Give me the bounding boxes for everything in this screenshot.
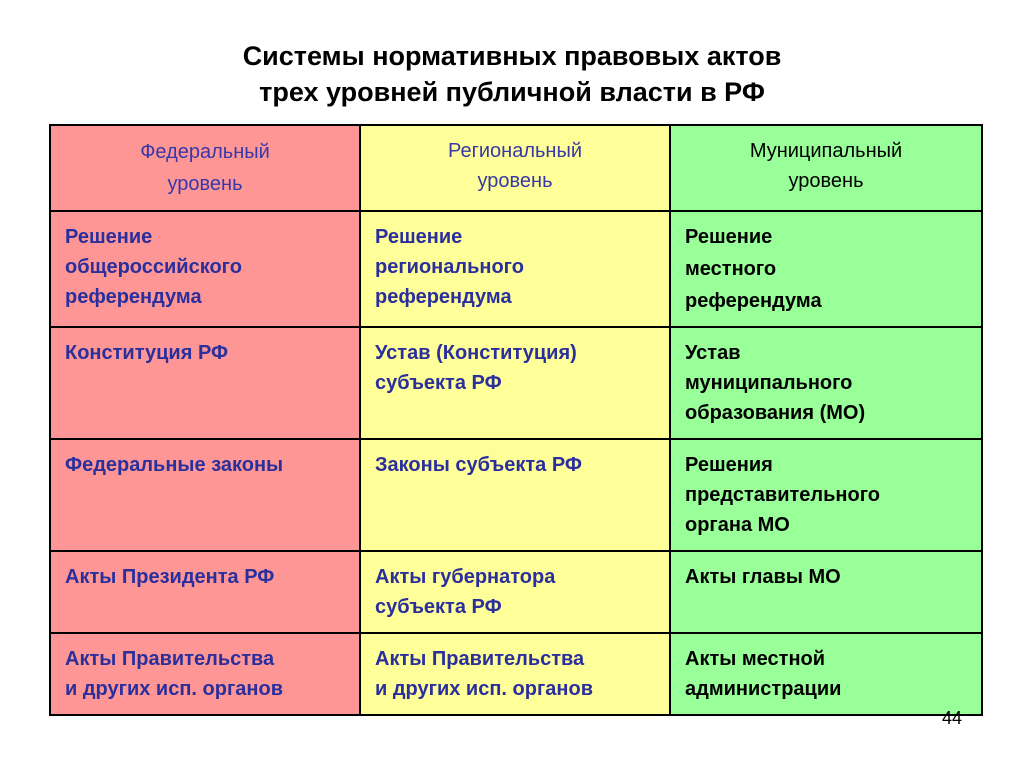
table-row — [50, 211, 982, 327]
cell-line: субъекта РФ — [375, 596, 502, 618]
cell-line: субъекта РФ — [375, 372, 502, 394]
cell-line: Акты Правительства — [65, 648, 275, 670]
page-title — [0, 38, 1024, 110]
header-regional-line-2: уровень — [477, 170, 553, 192]
cell-line: и других исп. органов — [375, 678, 594, 700]
header-municipal-line-1: Муниципальный — [749, 140, 903, 162]
cell-line: референдума — [65, 286, 202, 308]
cell-federal — [50, 633, 360, 715]
cell-line: общероссийского — [65, 256, 242, 278]
header-municipal — [670, 125, 982, 211]
cell-line: Законы субъекта РФ — [375, 454, 583, 476]
table-row — [50, 633, 982, 715]
cell-line: Решение — [65, 226, 153, 248]
cell-line: органа МО — [685, 514, 790, 536]
cell-line: регионального — [375, 256, 524, 278]
cell-line: Акты Правительства — [375, 648, 585, 670]
cell-regional — [360, 551, 670, 633]
cell-federal — [50, 211, 360, 327]
cell-line: Конституция РФ — [65, 342, 229, 364]
cell-municipal — [670, 439, 982, 551]
cell-regional — [360, 327, 670, 439]
cell-municipal — [670, 633, 982, 715]
cell-line: и других исп. органов — [65, 678, 284, 700]
table-row — [50, 327, 982, 439]
header-regional-line-1: Региональный — [447, 140, 583, 162]
cell-municipal — [670, 327, 982, 439]
cell-line: Акты главы МО — [685, 566, 841, 588]
cell-line: Решение — [685, 226, 773, 248]
header-regional — [360, 125, 670, 211]
cell-federal — [50, 439, 360, 551]
cell-line: Акты местной — [685, 648, 826, 670]
cell-line: Акты губернатора — [375, 566, 556, 588]
cell-line: Акты Президента РФ — [65, 566, 275, 588]
page-number: 44 — [941, 708, 962, 728]
cell-regional — [360, 211, 670, 327]
header-federal-line-1: Федеральный — [140, 141, 270, 163]
cell-line: администрации — [685, 678, 842, 700]
cell-line: Решения — [685, 454, 773, 476]
cell-line: референдума — [685, 290, 822, 312]
table-row — [50, 439, 982, 551]
levels-table — [49, 124, 983, 716]
cell-federal — [50, 551, 360, 633]
cell-line: муниципального — [685, 372, 853, 394]
table-row — [50, 551, 982, 633]
cell-line: местного — [685, 258, 777, 280]
cell-line: Устав — [685, 342, 741, 364]
cell-municipal — [670, 551, 982, 633]
cell-line: Решение — [375, 226, 463, 248]
cell-line: Устав (Конституция) — [375, 342, 577, 364]
title-line-1: Системы нормативных правовых актов — [242, 41, 782, 71]
header-federal-line-2: уровень — [167, 173, 243, 195]
cell-regional — [360, 633, 670, 715]
cell-line: представительного — [685, 484, 880, 506]
title-line-2: трех уровней публичной власти в РФ — [259, 77, 765, 107]
header-municipal-line-2: уровень — [788, 170, 864, 192]
cell-municipal — [670, 211, 982, 327]
cell-line: референдума — [375, 286, 512, 308]
header-row — [50, 125, 982, 211]
header-federal — [50, 125, 360, 211]
cell-line: Федеральные законы — [65, 454, 284, 476]
cell-line: образования (МО) — [685, 402, 866, 424]
cell-regional — [360, 439, 670, 551]
cell-federal — [50, 327, 360, 439]
